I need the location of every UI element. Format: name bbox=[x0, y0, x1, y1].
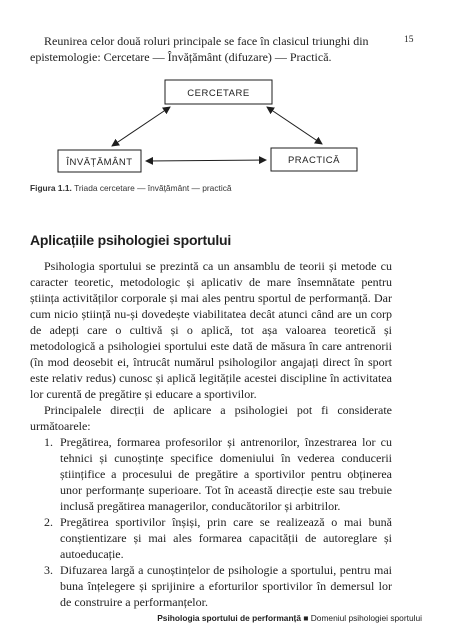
footer-chapter: Domeniul psihologiei sportului bbox=[310, 613, 422, 623]
footer-book-title: Psihologia sportului de performanță bbox=[157, 613, 302, 623]
paragraph-2: Principalele direcții de aplicare a psihologiei pot fi considerate următoarele: bbox=[30, 403, 392, 433]
triad-diagram bbox=[0, 0, 455, 200]
figure-caption-label: Figura 1.1. bbox=[30, 183, 72, 193]
list-item bbox=[30, 562, 392, 610]
figure-caption bbox=[30, 183, 232, 193]
cercetare-label: CERCETARE bbox=[187, 88, 250, 99]
list-item bbox=[30, 434, 392, 514]
page-footer bbox=[157, 613, 422, 623]
arrow-cercetare-practica bbox=[267, 107, 322, 144]
list-item-number: 3. bbox=[44, 563, 53, 577]
practica-label: PRACTICĂ bbox=[287, 155, 341, 166]
arrow-cercetare-invatamant bbox=[112, 107, 170, 146]
intro-paragraph: Reunirea celor două roluri principale se face în clasicul triunghi din epistemologie: Cercetare — Învățământ (difuzare) — Practică. bbox=[30, 34, 369, 64]
footer-separator: ■ bbox=[303, 613, 309, 623]
invatamant-label: ÎNVĂȚĂMÂNT bbox=[66, 157, 133, 168]
list-item-text: Pregătirea sportivilor înșiși, prin care se realizează o mai bună conștientizare și mai ales formarea capacității de autoreglare și autoeducație. bbox=[60, 515, 392, 561]
arrow-invatamant-practica bbox=[146, 160, 266, 161]
list-item-number: 1. bbox=[44, 435, 53, 449]
body-text bbox=[30, 258, 392, 610]
list-item-text: Pregătirea, formarea profesorilor și antrenorilor, înzestrarea lor cu tehnici și cunoștințe specifice domeniului în vederea conducerii științifice a procesului de pregătire a sportivilor pentru obținerea unor performanțe superioare. Tot în această direcție este sau trebuie inclusă pregătirea managerilor, conducătorilor și arbitrilor. bbox=[60, 435, 392, 513]
list-item-text: Difuzarea largă a cunoștințelor de psihologie a sportului, pentru mai buna înțelegere și sprijinire a eforturilor sportivilor în demersul lor de construire a performanțelor. bbox=[60, 563, 392, 609]
page-number: 15 bbox=[404, 35, 414, 45]
paragraph-1: Psihologia sportului se prezintă ca un ansamblu de teorii și metode cu caracter teoretic, metodologic și aplicativ de mare însemnătate pentru știința activităților corporale și mai ales pentru sportul de performanță. Dar cum nicio știință nu-și dovedește viabilitatea decât atunci când are un corp de adepți care o cultivă și o aplică, tot așa valoarea teoretică și metodologică a psihologiei sportului este dată de măsura în care antrenorii (în mod deosebit ei, întrucât numărul psihologilor angajați direct în sport este relativ redus) cunosc și aplică legitățile acestei discipline în activitatea lor curentă de pregătire și educare a sportivilor. bbox=[30, 259, 392, 401]
applications-list bbox=[30, 434, 392, 610]
section-title: Aplicațiile psihologiei sportului bbox=[30, 232, 232, 248]
list-item bbox=[30, 514, 392, 562]
list-item-number: 2. bbox=[44, 515, 53, 529]
figure-caption-text: Triada cercetare — învățământ — practică bbox=[74, 183, 232, 193]
